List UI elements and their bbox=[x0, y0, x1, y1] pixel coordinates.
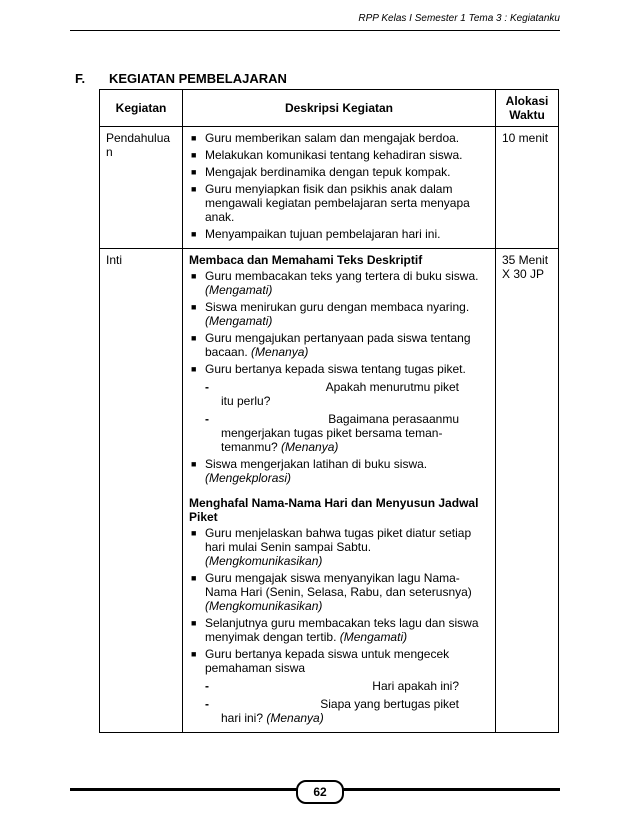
list-item bbox=[189, 571, 489, 613]
cell-pendahuluan-label bbox=[100, 127, 183, 249]
item-tag: (Mengkomunikasikan) bbox=[205, 599, 323, 613]
table-header-row bbox=[100, 90, 559, 127]
list-item bbox=[189, 331, 489, 359]
spacer bbox=[189, 488, 489, 496]
list-item bbox=[189, 647, 489, 675]
running-header: RPP Kelas I Semester 1 Tema 3 : Kegiatanku bbox=[358, 13, 560, 24]
page-number: 62 bbox=[296, 780, 344, 804]
list-item bbox=[189, 269, 489, 297]
question-continuation: itu perlu? bbox=[221, 394, 271, 408]
question-continuation-text: hari ini? bbox=[221, 711, 267, 725]
dash: - bbox=[205, 380, 209, 394]
pendahuluan-list bbox=[189, 131, 489, 241]
list-item: ■ Menyampaikan tujuan pembelajaran hari ini. bbox=[189, 227, 489, 241]
section-title: KEGIATAN PEMBELAJARAN bbox=[109, 71, 287, 86]
inti-time-minutes: 35 Menit bbox=[502, 253, 549, 267]
list-item: ■ Melakukan komunikasi tentang kehadiran siswa. bbox=[189, 148, 489, 162]
cell-pendahuluan-time: 10 menit bbox=[496, 127, 559, 249]
item-tag: (Mengamati) bbox=[205, 314, 273, 328]
section-number: F. bbox=[75, 71, 86, 86]
item-tag: (Mengkomunikasikan) bbox=[205, 554, 323, 568]
inti-part1-list-end bbox=[189, 457, 489, 485]
header-kegiatan: Kegiatan bbox=[100, 90, 183, 127]
list-item: ■ Guru menyiapkan fisik dan psikhis anak dalam mengawali kegiatan pembelajaran serta menyapa anak. bbox=[189, 182, 489, 224]
question-1 bbox=[205, 380, 489, 408]
section-heading bbox=[75, 71, 287, 86]
question-2 bbox=[205, 412, 489, 454]
table-row-inti bbox=[100, 249, 559, 733]
pendahuluan-label: Pendahuluan bbox=[106, 131, 171, 159]
question-text: Siapa yang bertugas piket bbox=[320, 697, 459, 711]
list-item: ■ Mengajak berdinamika dengan tepuk kompak. bbox=[189, 165, 489, 179]
item-text: Guru bertanya kepada siswa tentang tugas piket. bbox=[205, 362, 466, 376]
item-text: Guru membacakan teks yang tertera di buku siswa. bbox=[205, 269, 479, 283]
inti-part2-title: Menghafal Nama-Nama Hari dan Menyusun Jadwal Piket bbox=[189, 496, 479, 524]
item-text: Siswa menirukan guru dengan membaca nyaring. bbox=[205, 300, 470, 314]
dash: - bbox=[205, 412, 209, 426]
question-text: Apakah menurutmu piket bbox=[325, 380, 459, 394]
header-deskripsi: Deskripsi Kegiatan bbox=[183, 90, 496, 127]
list-item bbox=[189, 300, 489, 328]
item-text: Guru menjelaskan bahwa tugas piket diatur setiap hari mulai Senin sampai Sabtu. bbox=[205, 526, 472, 554]
item-tag: (Menanya) bbox=[251, 345, 309, 359]
item-text: Guru mengajukan pertanyaan pada siswa tentang bacaan. bbox=[205, 331, 471, 359]
question-continuation bbox=[205, 711, 489, 725]
list-item bbox=[189, 526, 489, 568]
list-item: ■ Guru memberikan salam dan mengajak berdoa. bbox=[189, 131, 489, 145]
list-item bbox=[189, 457, 489, 485]
dash: - bbox=[205, 679, 209, 693]
header-divider bbox=[70, 30, 560, 31]
table-row-pendahuluan bbox=[100, 127, 559, 249]
inti-part1-list bbox=[189, 269, 489, 376]
question-continuation bbox=[205, 426, 489, 454]
question-text: Bagaimana perasaanmu bbox=[328, 412, 459, 426]
item-tag: (Menanya) bbox=[266, 711, 324, 725]
inti-part1-title: Membaca dan Memahami Teks Deskriptif bbox=[189, 253, 423, 267]
item-text: Guru mengajak siswa menyanyikan lagu Nama-Nama Hari (Senin, Selasa, Rabu, dan seterusnya) bbox=[205, 571, 472, 599]
dash: - bbox=[205, 697, 209, 711]
cell-inti-desc bbox=[183, 249, 496, 733]
activity-table bbox=[99, 89, 559, 733]
item-text: Guru bertanya kepada siswa untuk mengecek pemahaman siswa bbox=[205, 647, 450, 675]
list-item bbox=[189, 616, 489, 644]
question-continuation-text: mengerjakan tugas piket bersama teman-temanmu? bbox=[221, 426, 443, 454]
item-tag: (Mengamati) bbox=[205, 283, 273, 297]
item-tag: (Menanya) bbox=[281, 440, 339, 454]
list-item bbox=[189, 362, 489, 376]
cell-pendahuluan-desc bbox=[183, 127, 496, 249]
item-tag: (Mengekplorasi) bbox=[205, 471, 292, 485]
item-text: Selanjutnya guru membacakan teks lagu dan siswa menyimak dengan tertib. bbox=[205, 616, 479, 644]
question-4 bbox=[205, 697, 489, 725]
item-text: Siswa mengerjakan latihan di buku siswa. bbox=[205, 457, 428, 471]
question-text: Hari apakah ini? bbox=[372, 679, 459, 693]
item-tag: (Mengamati) bbox=[339, 630, 408, 644]
question-3 bbox=[205, 679, 489, 693]
inti-time-jp: X 30 JP bbox=[502, 267, 545, 281]
inti-part2-list bbox=[189, 526, 489, 675]
cell-inti-time bbox=[496, 249, 559, 733]
cell-inti-label: Inti bbox=[100, 249, 183, 733]
header-alokasi: Alokasi Waktu bbox=[496, 90, 559, 127]
